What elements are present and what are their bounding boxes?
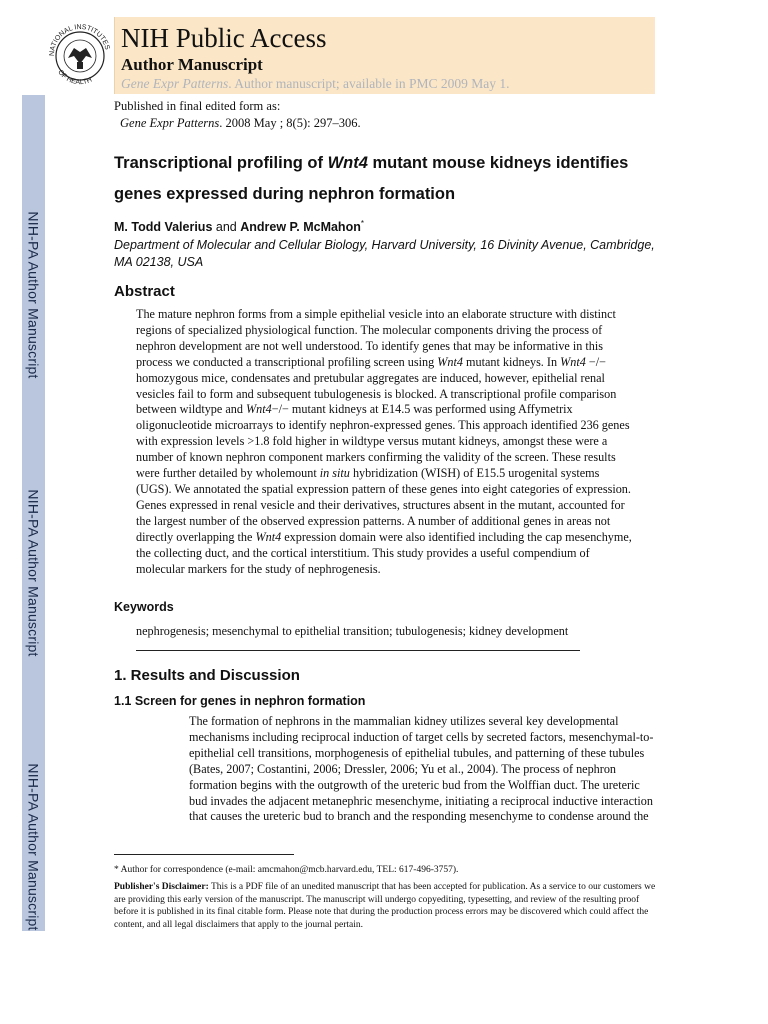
sidebar-label-text: NIH-PA Author Manuscript — [25, 211, 42, 379]
gene-name: Wnt4 — [437, 354, 463, 369]
svg-text:OF HEALTH — [56, 69, 93, 86]
abstract-text: −/− mutant kidneys at E14.5 was performed using Affymetrix oligonucleotide microarrays to identify nephron-expressed genes. This approach identified 236 genes with expression levels >1.8 fold higher in wildtype versus mutant kidneys, amongst these were a number of known nephron component markers confirming the validity of the screen. These results were further detailed by wholemount — [136, 402, 630, 481]
abstract-text: hybridization (WISH) of E15.5 urogenital systems (UGS). We annotated the spatial expression pattern of these genes into eight categories of expression. Genes expressed in renal vesicle and their derivatives, structures absent in the mutant, accounted for the largest number of the observed expression patterns. A number of additional genes in areas not directly overlapping the — [136, 466, 631, 544]
seal-text-bottom: OF HEALTH — [56, 68, 94, 87]
header-banner — [114, 17, 655, 94]
section-divider — [136, 650, 580, 651]
term-in-situ: in situ — [319, 466, 350, 481]
affiliation: Department of Molecular and Cellular Biology, Harvard University, 16 Divinity Avenue, Cambridge, MA 02138, USA — [114, 238, 655, 269]
keywords-list: nephrogenesis; mesenchymal to epithelial transition; tubulogenesis; kidney development — [136, 624, 569, 638]
author-list — [114, 219, 364, 234]
sidebar-label-3 — [22, 747, 45, 947]
availability-journal: Gene Expr Patterns — [121, 76, 229, 91]
section-heading: 1. Results and Discussion — [114, 667, 300, 684]
sidebar-label-2 — [22, 473, 45, 673]
abstract-text: mutant kidneys. In — [462, 354, 561, 369]
availability-text: . Author manuscript; available in PMC 2009 May 1. — [228, 76, 510, 91]
subsection-heading: 1.1 Screen for genes in nephron formation — [114, 694, 366, 708]
body-paragraph: The formation of nephrons in the mammalian kidney utilizes several key developmental mechanisms including reciprocal induction of target cells by secreted factors, mesenchymal-to-epithelial cell transitions, morphogenesis of epithelial tubules, and patterning of these tubules (Bates, 2007; Costantini, 2006; Dressler, 2006; Yu et al., 2004). The process of nephron formation begins with the outgrowth of the ureteric bud from the Wolffian duct. The ureteric bud invades the adjacent metanephric mesenchyme, initiating a reciprocal inductive interaction that causes the ureteric bud to branch and the responding mesenchyme to condense around the — [189, 714, 654, 824]
citation-line — [114, 115, 361, 132]
publication-info — [114, 98, 361, 132]
citation-journal: Gene Expr Patterns — [120, 116, 220, 130]
title-gene: Wnt4 — [327, 154, 368, 172]
gene-name: Wnt4 — [246, 402, 272, 417]
abstract-heading: Abstract — [114, 283, 175, 300]
corresponding-mark: * — [360, 219, 364, 228]
author-name: Andrew P. McMahon — [240, 220, 361, 235]
disclaimer-label: Publisher's Disclaimer: — [114, 882, 209, 892]
author-separator: and — [212, 220, 241, 235]
citation-details: . 2008 May ; 8(5): 297–306. — [219, 116, 361, 130]
abstract-text: The mature nephron forms from a simple epithelial vesicle into an elaborate structure with distinct regions of specialized physiological function. The molecular components driving the process of nephron development are not well understood. To identify genes that may be informative in this process we conducted a transcriptional profiling screen using — [136, 307, 616, 369]
author-name: M. Todd Valerius — [114, 220, 213, 235]
seal-text-top: NATIONAL INSTITUTES — [48, 23, 111, 57]
sidebar-label-text: NIH-PA Author Manuscript — [25, 763, 42, 931]
nih-seal-logo — [44, 18, 114, 94]
nih-public-access-title: NIH Public Access — [121, 23, 327, 53]
gene-name: Wnt4 — [255, 529, 282, 544]
sidebar-label-text: NIH-PA Author Manuscript — [25, 489, 42, 657]
abstract-body — [136, 307, 636, 577]
publisher-disclaimer — [114, 881, 659, 931]
disclaimer-text: This is a PDF file of an unedited manuscript that has been accepted for publication. As a service to our customers we are providing this early version of the manuscript. The manuscript will undergo copyediting, typesetting, and review of the resulting proof before it is published in its final citable form. Please note that during the production process errors may be discovered which could affect the content, and all legal disclaimers that apply to the journal pertain. — [114, 882, 656, 930]
title-part: Transcriptional profiling of — [114, 154, 328, 172]
gene-name: Wnt4 — [560, 354, 586, 369]
nih-pa-sidebar — [22, 95, 45, 931]
keywords-heading: Keywords — [114, 600, 174, 614]
sidebar-label-1 — [22, 195, 45, 395]
author-manuscript-label: Author Manuscript — [121, 55, 263, 74]
abstract-text: −/− homozygous mice, condensates and pretubular aggregates are induced, however, epithelial renal vesicles fail to form and subsequent tubulogenesis is blocked. A transcriptional profile comparison between wildtype and — [136, 354, 617, 417]
published-in-label: Published in final edited form as: — [114, 99, 281, 113]
title-part: mutant mouse kidneys identifies genes expressed during nephron formation — [114, 154, 629, 203]
article-title — [114, 148, 674, 210]
availability-line — [121, 76, 509, 92]
abstract-text: expression domain were also identified including the cap mesenchyme, the collecting duct, and the cortical interstitium. This study provides a useful compendium of molecular markers for the study of nephrogenesis. — [136, 529, 632, 576]
correspondence-footnote: * Author for correspondence (e-mail: amcmahon@mcb.harvard.edu, TEL: 617-496-3757). — [114, 865, 459, 875]
footnote-divider — [114, 854, 294, 855]
